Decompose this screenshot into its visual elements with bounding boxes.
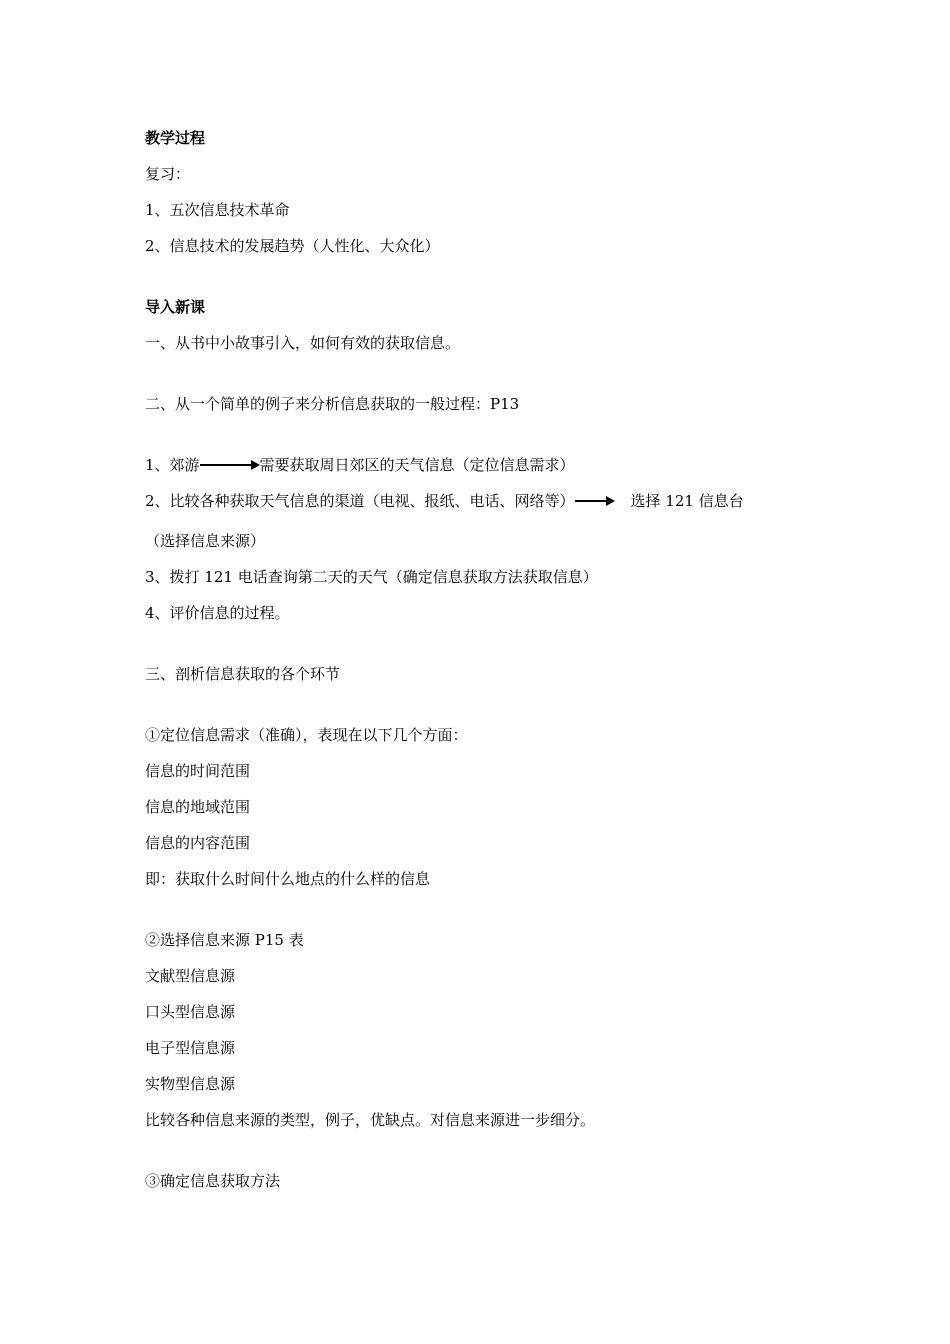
point-one-summary: 即：获取什么时间什么地点的什么样的信息 [145, 870, 431, 888]
review-item-2: 2、信息技术的发展趋势（人性化、大众化） [145, 237, 440, 255]
example-item-2-end: 选择 121 信息台 [630, 492, 744, 510]
section-heading-new-lesson: 导入新课 [145, 298, 206, 316]
example-item-2-continued: （选择信息来源） [145, 532, 266, 550]
right-arrow-icon [575, 496, 615, 506]
section-heading-teaching-process: 教学过程 [145, 129, 206, 147]
point-two: ②选择信息来源 P15 表 [145, 931, 304, 949]
source-literature: 文献型信息源 [145, 967, 236, 985]
step-two: 二、从一个简单的例子来分析信息获取的一般过程：P13 [145, 395, 520, 413]
example-item-2-start: 2、比较各种获取天气信息的渠道（电视、报纸、电话、网络等） [145, 492, 575, 510]
point-one: ①定位信息需求（准确），表现在以下几个方面： [145, 726, 468, 744]
right-arrow-icon [200, 460, 260, 470]
point-one-region-range: 信息的地域范围 [145, 798, 251, 816]
source-physical: 实物型信息源 [145, 1075, 236, 1093]
source-comparison: 比较各种信息来源的类型，例子，优缺点。对信息来源进一步细分。 [145, 1111, 596, 1129]
source-electronic: 电子型信息源 [145, 1039, 236, 1057]
point-one-time-range: 信息的时间范围 [145, 762, 251, 780]
point-one-content-range: 信息的内容范围 [145, 834, 251, 852]
review-label: 复习： [145, 165, 191, 183]
example-item-4: 4、评价信息的过程。 [145, 604, 290, 622]
review-item-1: 1、五次信息技术革命 [145, 201, 290, 219]
point-three: ③确定信息获取方法 [145, 1172, 281, 1190]
source-oral: 口头型信息源 [145, 1003, 236, 1021]
example-item-1-end: 需要获取周日郊区的天气信息（定位信息需求） [259, 456, 575, 474]
example-item-1 [145, 454, 575, 475]
example-item-1-start: 1、郊游 [145, 456, 200, 474]
step-one: 一、从书中小故事引入，如何有效的获取信息。 [145, 334, 461, 352]
example-item-3: 3、拨打 121 电话查询第二天的天气（确定信息获取方法获取信息） [145, 568, 598, 586]
example-item-2 [145, 490, 744, 511]
step-three: 三、剖析信息获取的各个环节 [145, 665, 341, 683]
